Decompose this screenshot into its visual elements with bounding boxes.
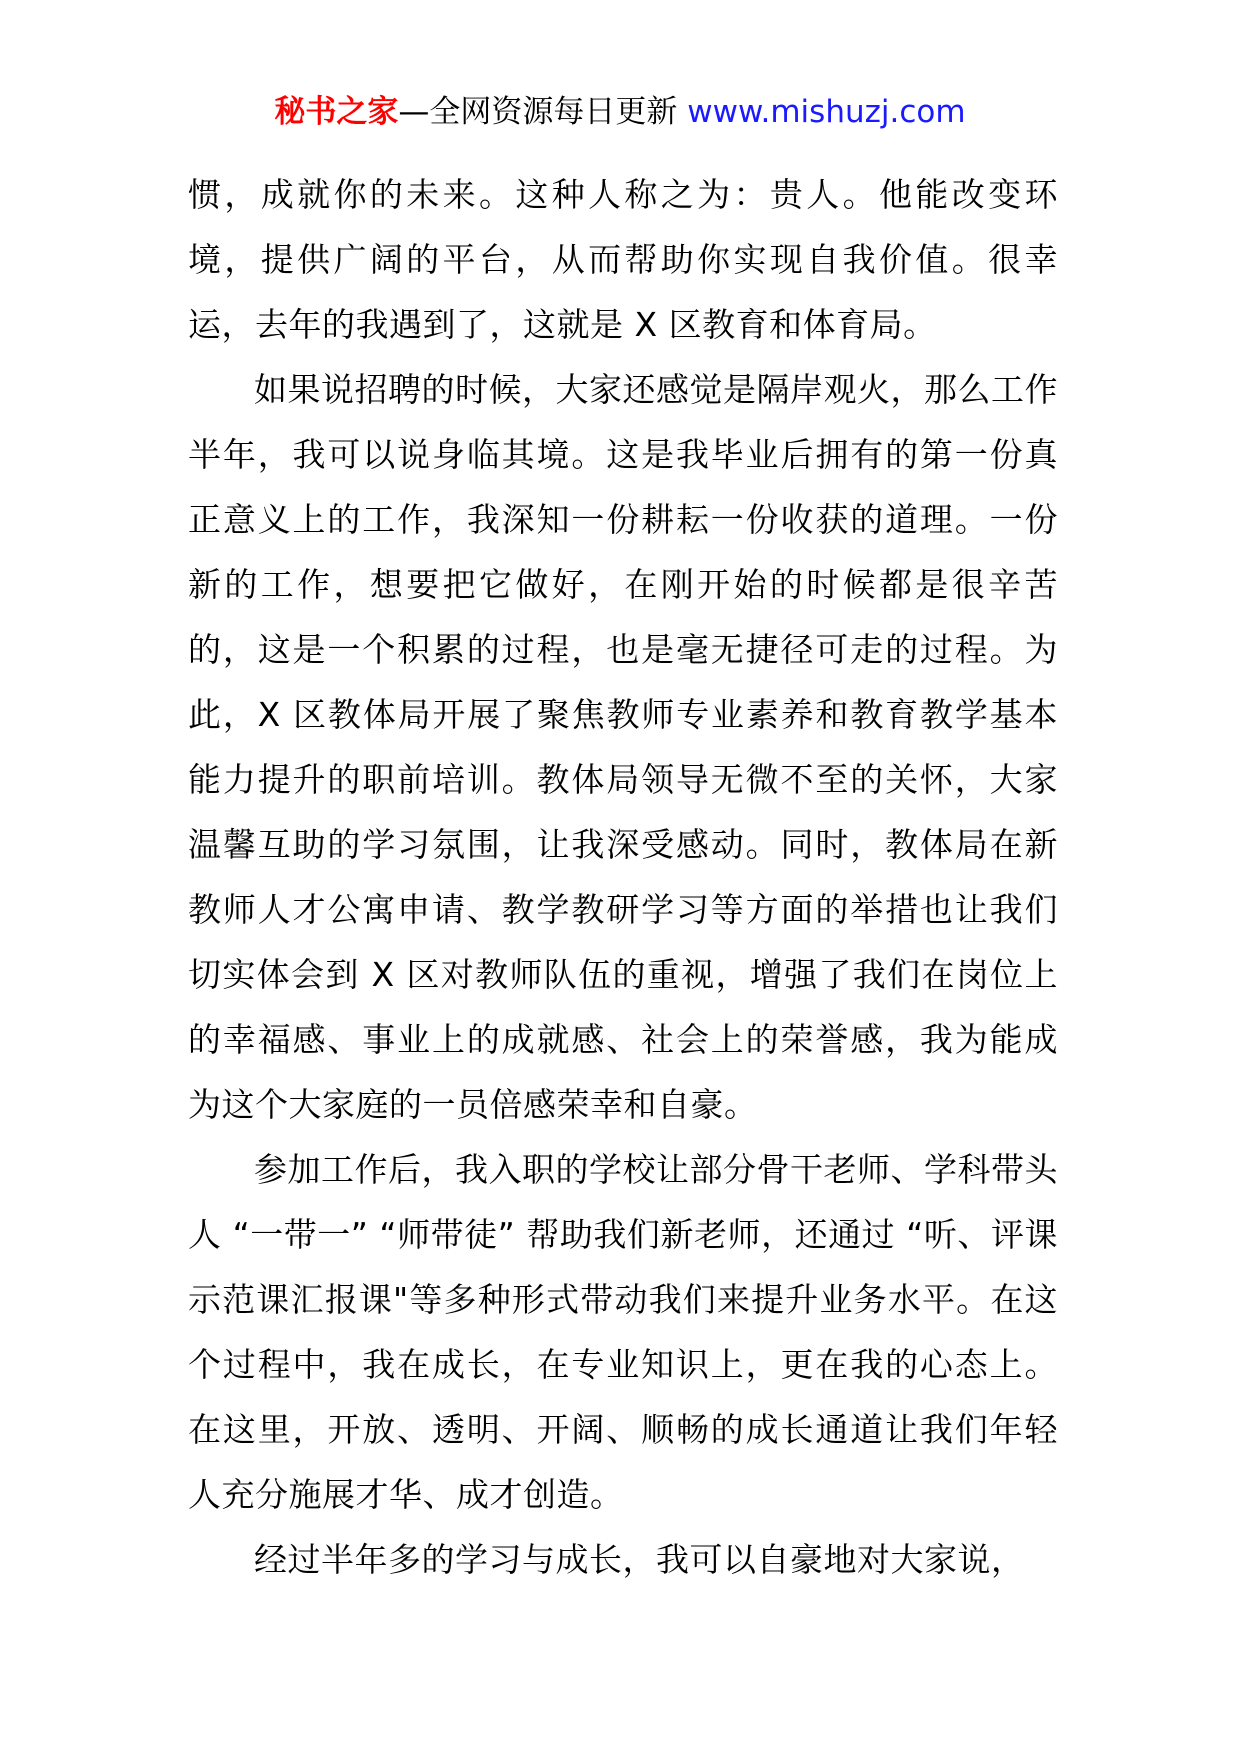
site-brand: 秘书之家 bbox=[274, 94, 399, 130]
paragraph: 参加工作后，我入职的学校让部分骨干老师、学科带头人 “一带一” “师带徒” 帮助我们新老师，还通过 “听、评课示范课汇报课"等多种形式带动我们来提升业务水平。在这个过程中，我在成长，在专业知识上，更在我的心态上。在这里，开放、透明、开阔、顺畅的成长通道让我们年轻人充分施展才华、成才创造。 bbox=[188, 1150, 1058, 1514]
site-header bbox=[0, 92, 1240, 132]
paragraph: 如果说招聘的时候，大家还感觉是隔岸观火，那么工作半年，我可以说身临其境。这是我毕业后拥有的第一份真正意义上的工作，我深知一份耕耘一份收获的道理。一份新的工作，想要把它做好，在刚开始的时候都是很辛苦的，这是一个积累的过程，也是毫无捷径可走的过程。为此，X 区教体局开展了聚焦教师专业素养和教育教学基本能力提升的职前培训。教体局领导无微不至的关怀，大家温馨互助的学习氛围，让我深受感动。同时，教体局在新教师人才公寓申请、教学教研学习等方面的举措也让我们切实体会到 X 区对教师队伍的重视，增强了我们在岗位上的幸福感、事业上的成就感、社会上的荣誉感，我为能成为这个大家庭的一员倍感荣幸和自豪。 bbox=[188, 370, 1058, 1124]
site-tagline: —全网资源每日更新 bbox=[398, 94, 678, 130]
paragraph-continued: 惯，成就你的未来。这种人称之为：贵人。他能改变环境，提供广阔的平台，从而帮助你实现自我价值。很幸运，去年的我遇到了，这就是 X 区教育和体育局。 bbox=[188, 175, 1058, 344]
paragraph: 经过半年多的学习与成长，我可以自豪地对大家说， bbox=[254, 1540, 1025, 1579]
site-url-link[interactable]: www.mishuzj.com bbox=[687, 94, 966, 130]
document-body bbox=[188, 162, 1058, 1592]
